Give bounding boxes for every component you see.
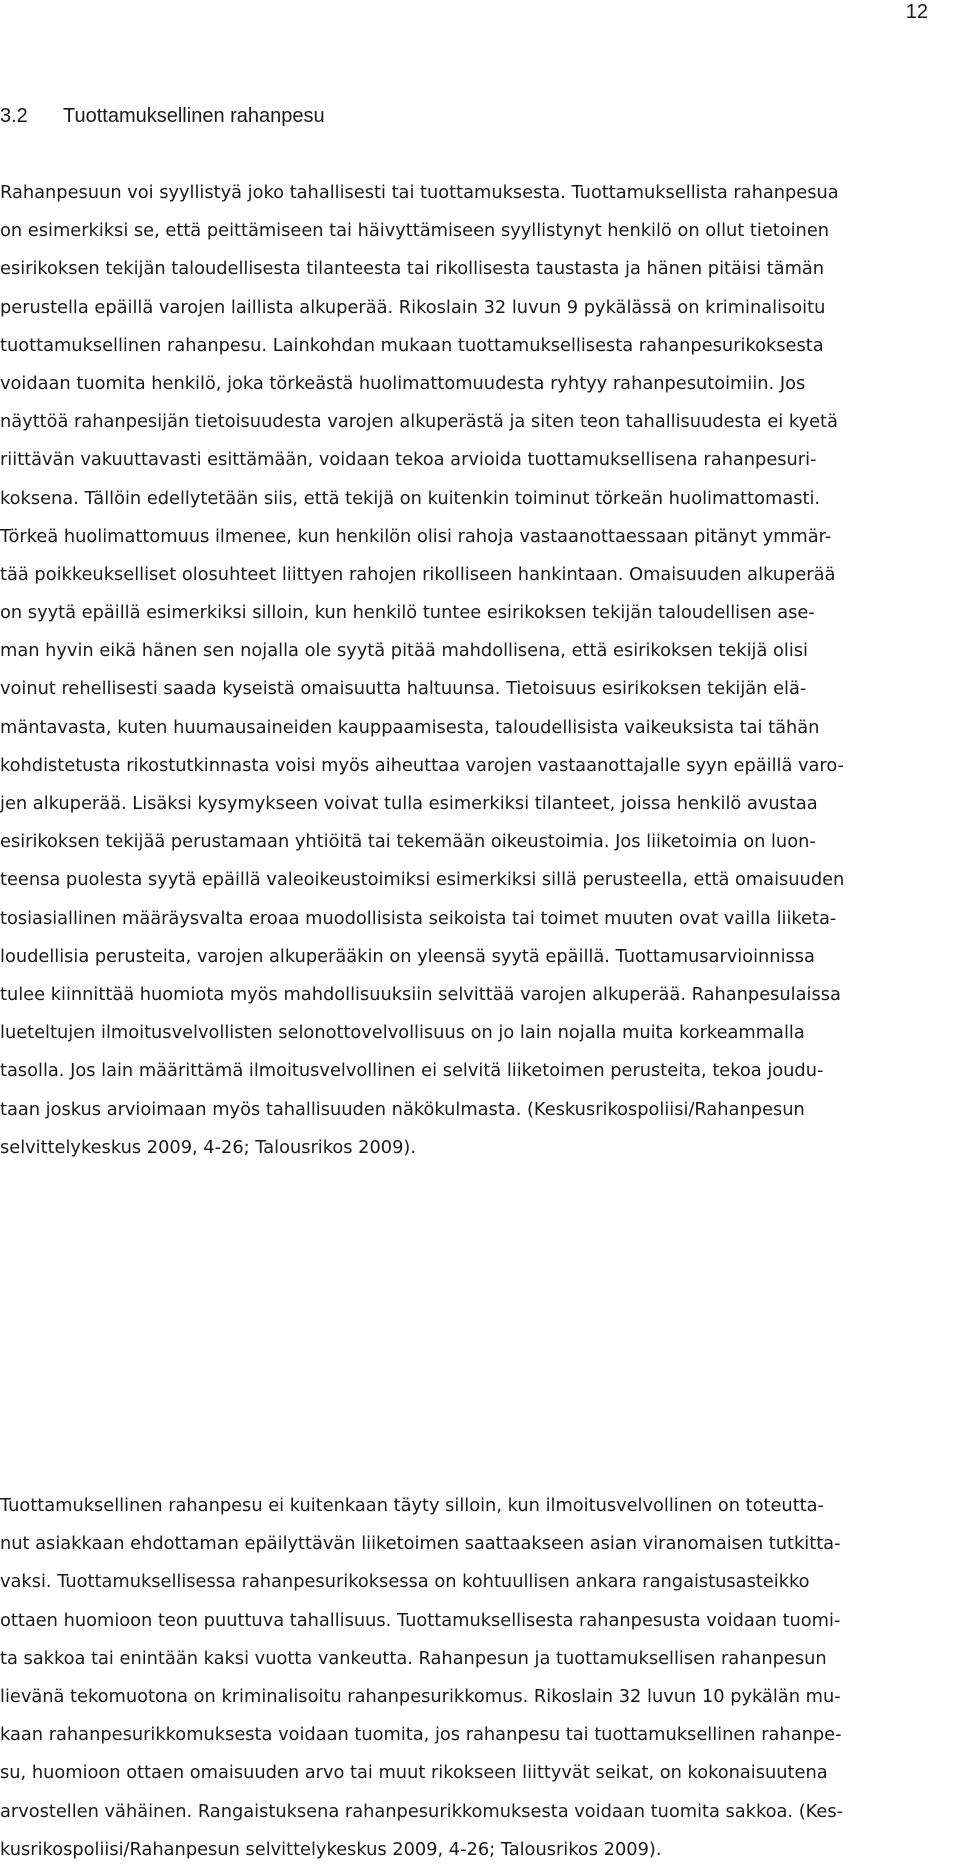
text-line: lievänä tekomuotona on kriminalisoitu rahanpesurikkomus. Rikoslain 32 luvun 10 pykälän mu- bbox=[0, 1685, 841, 1707]
text-line: on esimerkiksi se, että peittämiseen tai häivyttämiseen syyllistynyt henkilö on ollut tietoinen bbox=[0, 220, 830, 242]
text-line: Törkeä huolimattomuus ilmenee, kun henkilön olisi rahoja vastaanottaessaan pitänyt ymmär- bbox=[0, 525, 832, 547]
text-line: perustella epäillä varojen laillista alkuperää. Rikoslain 32 luvun 9 pykälässä on kriminalisoitu bbox=[0, 296, 826, 318]
text-line: tulee kiinnittää huomiota myös mahdollisuuksiin selvittää varojen alkuperää. Rahanpesulaissa bbox=[0, 983, 841, 1005]
text-line: tasolla. Jos lain määrittämä ilmoitusvelvollinen ei selvitä liiketoimen perusteita, tekoa joudu- bbox=[0, 1060, 824, 1082]
text-line: nut asiakkaan ehdottaman epäilyttävän liiketoimen saattaakseen asian viranomaisen tutkitta- bbox=[0, 1533, 841, 1555]
text-line: ta sakkoa tai enintään kaksi vuotta vankeutta. Rahanpesun ja tuottamuksellisen rahanpesun bbox=[0, 1647, 827, 1669]
text-line: selvittelykeskus 2009, 4-26; Talousrikos 2009). bbox=[0, 1136, 417, 1158]
text-line: ottaen huomioon teon puuttuva tahallisuus. Tuottamuksellisesta rahanpesusta voidaan tuomi- bbox=[0, 1609, 841, 1631]
text-line: teensa puolesta syytä epäillä valeoikeustoimiksi esimerkiksi sillä perusteella, että omaisuuden bbox=[0, 869, 845, 891]
text-line: vaksi. Tuottamuksellisessa rahanpesurikoksessa on kohtuullisen ankara rangaistusasteikko bbox=[0, 1571, 810, 1593]
text-line: tosiasiallinen määräysvalta eroaa muodollisista seikoista tai toimet muuten ovat vailla liiketa- bbox=[0, 907, 837, 929]
section-title: Tuottamuksellinen rahanpesu bbox=[63, 105, 325, 127]
page-number: 12 bbox=[905, 1, 928, 23]
text-line: su, huomioon ottaen omaisuuden arvo tai muut rikokseen liittyvät seikat, on kokonaisuutena bbox=[0, 1762, 828, 1784]
text-line: taan joskus arvioimaan myös tahallisuuden näkökulmasta. (Keskusrikospoliisi/Rahanpesun bbox=[0, 1098, 805, 1120]
text-line: kusrikospoliisi/Rahanpesun selvittelykeskus 2009, 4-26; Talousrikos 2009). bbox=[0, 1838, 662, 1860]
text-line: tää poikkeukselliset olosuhteet liittyen rahojen rikolliseen hankintaan. Omaisuuden alkuperää bbox=[0, 563, 836, 585]
text-line: kohdistetusta rikostutkinnasta voisi myös aiheuttaa varojen vastaanottajalle syyn epäillä varo- bbox=[0, 754, 844, 776]
text-line: esirikoksen tekijän taloudellisesta tilanteesta tai rikollisesta taustasta ja hänen pitäisi tämän bbox=[0, 258, 825, 280]
section-heading bbox=[0, 101, 325, 131]
text-line: lueteltujen ilmoitusvelvollisten selonottovelvollisuus on jo lain nojalla muita korkeammalla bbox=[0, 1022, 805, 1044]
text-line: man hyvin eikä hänen sen nojalla ole syytä pitää mahdollisena, että esirikoksen tekijä olisi bbox=[0, 640, 808, 662]
paragraph-2 bbox=[0, 1487, 960, 1869]
text-line: mäntavasta, kuten huumausaineiden kauppaamisesta, taloudellisista vaikeuksista tai tähän bbox=[0, 716, 820, 738]
text-line: esirikoksen tekijää perustamaan yhtiöitä tai tekemään oikeustoimia. Jos liiketoimia on luon- bbox=[0, 831, 816, 853]
text-line: riittävän vakuuttavasti esittämään, voidaan tekoa arvioida tuottamuksellisena rahanpesuri- bbox=[0, 449, 817, 471]
text-line: on syytä epäillä esimerkiksi silloin, kun henkilö tuntee esirikoksen tekijän taloudellisen ase- bbox=[0, 602, 815, 624]
text-line: voinut rehellisesti saada kyseistä omaisuutta haltuunsa. Tietoisuus esirikoksen tekijän elä- bbox=[0, 678, 807, 700]
text-line: arvostellen vähäinen. Rangaistuksena rahanpesurikkomuksesta voidaan tuomita sakkoa. (Kes- bbox=[0, 1800, 844, 1822]
section-number: 3.2 bbox=[0, 105, 28, 127]
text-line: voidaan tuomita henkilö, joka törkeästä huolimattomuudesta ryhtyy rahanpesutoimiin. Jos bbox=[0, 372, 806, 394]
text-line: Tuottamuksellinen rahanpesu ei kuitenkaan täyty silloin, kun ilmoitusvelvollinen on toteutta- bbox=[0, 1495, 824, 1516]
text-line: kaan rahanpesurikkomuksesta voidaan tuomita, jos rahanpesu tai tuottamuksellinen rahanpe- bbox=[0, 1724, 842, 1746]
paragraph-1 bbox=[0, 174, 960, 1167]
text-line: tuottamuksellinen rahanpesu. Lainkohdan mukaan tuottamuksellisesta rahanpesurikoksesta bbox=[0, 334, 824, 356]
text-line: näyttöä rahanpesijän tietoisuudesta varojen alkuperästä ja siten teon tahallisuudesta ei kyetä bbox=[0, 411, 838, 433]
text-line: jen alkuperää. Lisäksi kysymykseen voivat tulla esimerkiksi tilanteet, joissa henkilö avustaa bbox=[0, 793, 818, 814]
text-line: Rahanpesuun voi syyllistyä joko tahallisesti tai tuottamuksesta. Tuottamuksellista rahanpesua bbox=[0, 182, 839, 203]
text-line: loudellisia perusteita, varojen alkuperääkin on yleensä syytä epäillä. Tuottamusarvioinnissa bbox=[0, 945, 815, 967]
text-line: koksena. Tällöin edellytetään siis, että tekijä on kuitenkin toiminut törkeän huolimattomasti. bbox=[0, 487, 821, 509]
